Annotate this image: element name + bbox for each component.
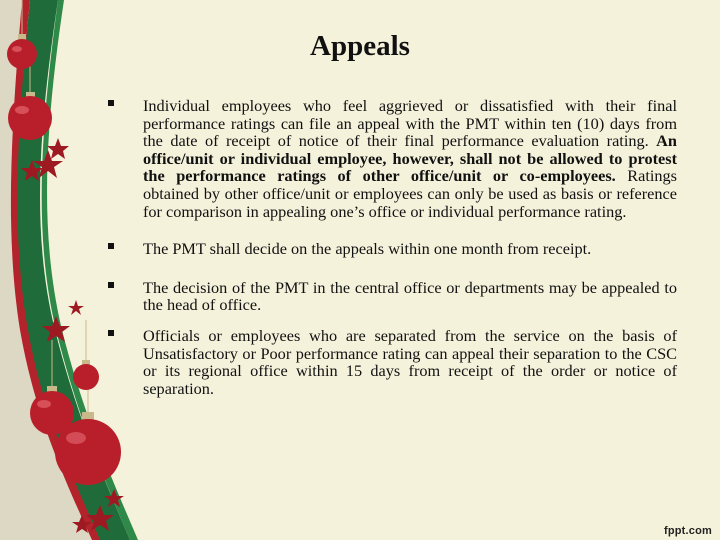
bullet-4-text: Officials or employees who are separated from the service on the basis of Unsatisfactory or Poor performance rating can appeal their separation to the CSC or its regional office within 15 days from receipt of the order or notice of separation. <box>143 325 677 398</box>
bullet-item-3 <box>108 279 677 314</box>
bullet-list <box>108 97 677 397</box>
bullet-1-bold-text: An office/unit or individual employee, however, shall not be allowed to protest the performance ratings of other office/unit or co-employees. <box>143 131 677 186</box>
bullet-item-4 <box>108 327 677 397</box>
square-bullet-icon <box>108 100 114 106</box>
bullet-1-text-after: Ratings obtained by other office/unit or employees can only be used as basis or reference for comparison in appealing one’s office or individual performance rating. <box>143 166 677 221</box>
ornament-ball-3 <box>73 360 99 390</box>
bullet-item-1 <box>108 97 677 220</box>
square-bullet-icon <box>108 282 114 288</box>
bullet-2-text: The PMT shall decide on the appeals within one month from receipt. <box>143 239 592 259</box>
bullet-item-2 <box>108 240 677 258</box>
slide-title: Appeals <box>310 30 410 62</box>
bullet-1-text-before: Individual employees who feel aggrieved or dissatisfied with their final performance ratings can file an appeal with the PMT within ten (10) days from the date of receipt of notice of their final performance evaluation rating. <box>143 96 677 151</box>
bullet-3-text: The decision of the PMT in the central office or departments may be appealed to the head of office. <box>143 277 677 315</box>
square-bullet-icon <box>108 330 114 336</box>
square-bullet-icon <box>108 243 114 249</box>
brand-watermark: fppt.com <box>663 525 712 537</box>
